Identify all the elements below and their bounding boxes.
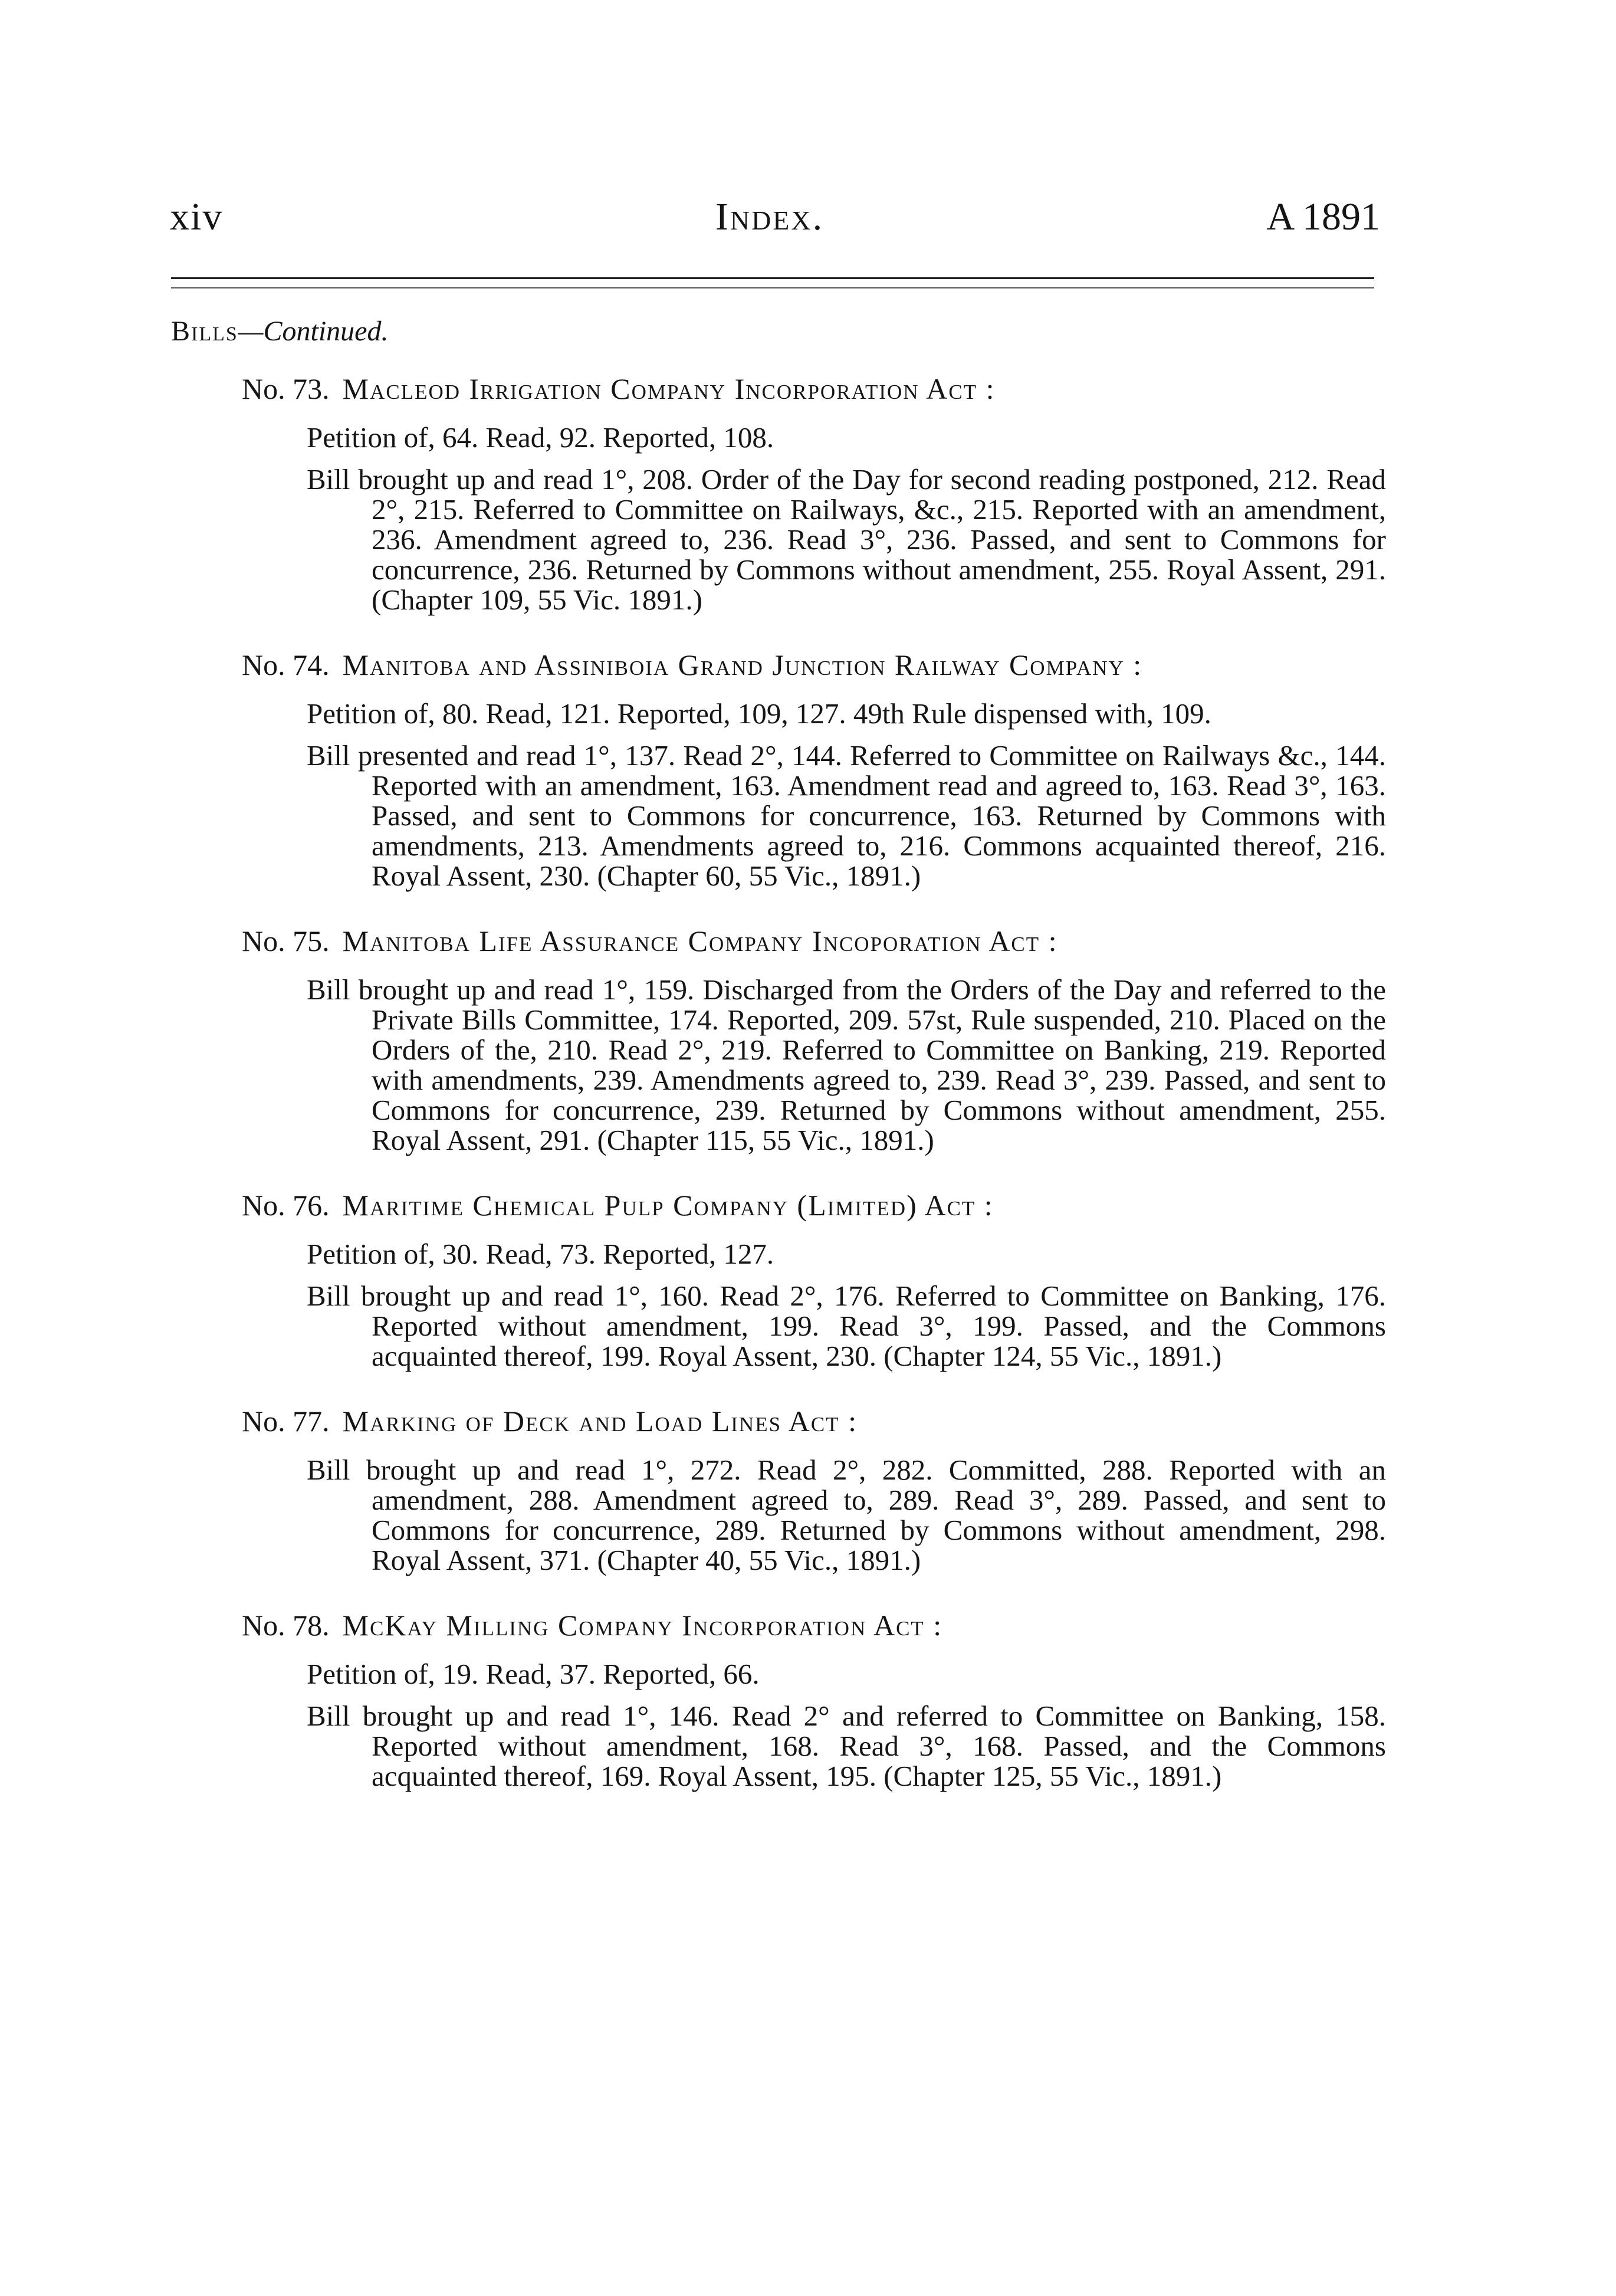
page-number: xiv xyxy=(170,195,224,238)
index-entry xyxy=(242,368,1386,615)
continued-suffix: —Continued. xyxy=(238,316,389,347)
index-entry xyxy=(242,1185,1386,1371)
entry-title xyxy=(242,1400,1386,1442)
entry-title xyxy=(242,920,1386,962)
entry-number: No. 78. xyxy=(242,1609,330,1642)
index-entries xyxy=(242,368,1386,1821)
entry-paragraph: Petition of, 64. Read, 92. Reported, 108. xyxy=(307,421,774,454)
entry-name: McKay Milling Company Incorporation Act : xyxy=(342,1609,943,1642)
page-header xyxy=(159,188,1380,258)
entry-title xyxy=(242,644,1386,685)
entry-number: No. 74. xyxy=(242,648,330,681)
header-rule xyxy=(171,277,1374,288)
entry-name: Maritime Chemical Pulp Company (Limited) Act : xyxy=(342,1189,994,1222)
entry-paragraph: Bill brought up and read 1°, 159. Discharged from the Orders of the Day and referred to the Private Bills Committee, 174. Reported, 209. 57st, Rule suspended, 210. Placed on the Orders of the, 210. Read 2°, 219. Referred to Committee on Banking, 219. Reported with amendments, 239. Amendments agreed to, 239. Read 3°, 239. Passed, and sent to Commons for concurrence, 239. Returned by Commons without amendment, 255. Royal Assent, 291. (Chapter 115, 55 Vic., 1891.) xyxy=(307,973,1386,1156)
entry-name: Manitoba and Assiniboia Grand Junction Railway Company : xyxy=(342,648,1143,681)
index-entry xyxy=(242,1605,1386,1791)
index-entry xyxy=(242,644,1386,891)
continued-heading xyxy=(171,313,388,350)
entry-name: Macleod Irrigation Company Incorporation Act : xyxy=(342,372,996,405)
index-entry xyxy=(242,920,1386,1155)
entry-number: No. 73. xyxy=(242,372,330,405)
session-label: A 1891 xyxy=(1266,195,1380,238)
entry-title xyxy=(242,368,1386,409)
entry-name: Manitoba Life Assurance Company Incoporation Act : xyxy=(342,924,1058,957)
entry-title xyxy=(242,1185,1386,1226)
entry-paragraph: Petition of, 30. Read, 73. Reported, 127. xyxy=(307,1238,774,1270)
entry-paragraph: Bill brought up and read 1°, 208. Order of the Day for second reading postponed, 212. Read 2°, 215. Referred to Committee on Railways, &c., 215. Reported with an amendment, 236. Amendment agreed to, 236. Read 3°, 236. Passed, and sent to Commons for concurrence, 236. Returned by Commons without amendment, 255. Royal Assent, 291. (Chapter 109, 55 Vic. 1891.) xyxy=(307,463,1386,616)
entry-number: No. 76. xyxy=(242,1189,330,1222)
entry-paragraph: Bill presented and read 1°, 137. Read 2°, 144. Referred to Committee on Railways &c., 144. Reported with an amendment, 163. Amendment read and agreed to, 163. Read 3°, 163. Passed, and sent to Commons for concurrence, 163. Returned by Commons with amendments, 213. Amendments agreed to, 216. Commons acquainted thereof, 216. Royal Assent, 230. (Chapter 60, 55 Vic., 1891.) xyxy=(307,739,1386,892)
entry-title xyxy=(242,1605,1386,1646)
entry-name: Marking of Deck and Load Lines Act : xyxy=(342,1405,858,1438)
entry-paragraph: Petition of, 19. Read, 37. Reported, 66. xyxy=(307,1658,760,1690)
entry-number: No. 77. xyxy=(242,1405,330,1438)
running-title: Index. xyxy=(715,195,825,238)
entry-paragraph: Bill brought up and read 1°, 160. Read 2°, 176. Referred to Committee on Banking, 176. Reported without amendment, 199. Read 3°, 199. Passed, and the Commons acquainted thereof, 199. Royal Assent, 230. (Chapter 124, 55 Vic., 1891.) xyxy=(307,1280,1386,1372)
entry-paragraph: Bill brought up and read 1°, 146. Read 2° and referred to Committee on Banking, 158. Reported without amendment, 168. Read 3°, 168. Passed, and the Commons acquainted thereof, 169. Royal Assent, 195. (Chapter 125, 55 Vic., 1891.) xyxy=(307,1700,1386,1792)
continued-word: Bills xyxy=(171,316,238,347)
entry-paragraph: Bill brought up and read 1°, 272. Read 2°, 282. Committed, 288. Reported with an amendment, 288. Amendment agreed to, 289. Read 3°, 289. Passed, and sent to Commons for concurrence, 289. Returned by Commons without amendment, 298. Royal Assent, 371. (Chapter 40, 55 Vic., 1891.) xyxy=(307,1454,1386,1576)
index-entry xyxy=(242,1400,1386,1575)
entry-number: No. 75. xyxy=(242,924,330,957)
entry-paragraph: Petition of, 80. Read, 121. Reported, 109, 127. 49th Rule dispensed with, 109. xyxy=(307,697,1211,730)
